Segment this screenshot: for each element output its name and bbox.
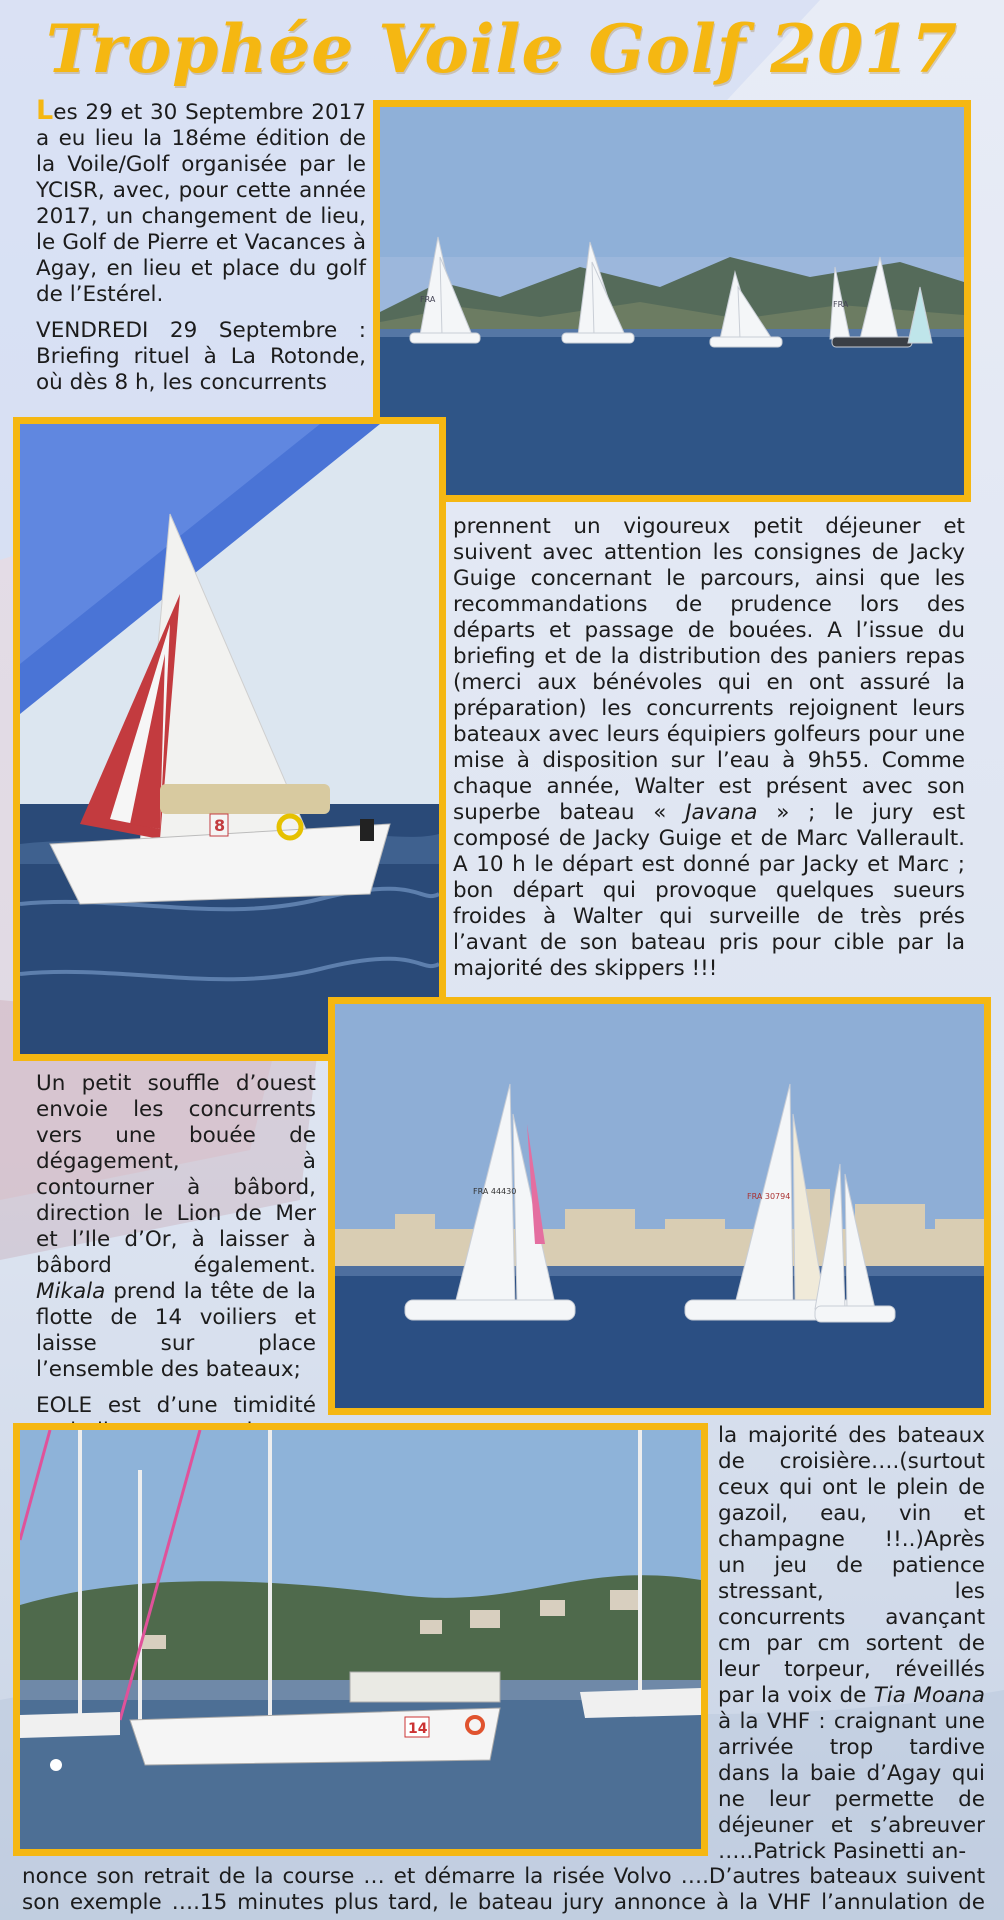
intro-text (36, 95, 366, 396)
block3-paragraph-2: EOLE est d’une timidité (36, 1393, 316, 1418)
intro-paragraph-1: Les 29 et 30 Septembre 2017 a eu lieu la 18éme édition de la Voile/Golf organisée par le YCISR, avec, pour cette année 2017, un changement de lieu, le Golf de Pierre et Vacances à Agay, en lieu et place du golf de l’Estérel. (36, 95, 366, 307)
boat-number-14: 14 (408, 1721, 428, 1737)
photo-regatta-fleet (373, 100, 971, 502)
block3-paragraph-1: Un petit souffle d’ouest envoie les concurrents vers une bouée de dégagement, à contourner à bâbord, direction le Lion de Mer et l’Ile d’Or, à laisser à bâbord également. Mikala prend la tête de la flotte de 14 voiliers et laisse sur place l’ensemble des bateaux; (36, 1071, 316, 1382)
block4-text (718, 1423, 985, 1865)
block3-text (36, 1071, 316, 1445)
sail-number-1: FRA (420, 295, 436, 304)
boat-name-mikala: Mikala (36, 1279, 106, 1304)
boat-name-tia-moana: Tia Moana (873, 1683, 985, 1708)
bottom-line-1: nonce son retrait de la course … et démarre la risée Volvo ….D’autres bateaux suivent (22, 1864, 985, 1889)
boat-name-javana: Javana (685, 800, 758, 825)
photo-sailboat-spinnaker (13, 417, 446, 1061)
drop-cap: L (36, 95, 54, 126)
block4-paragraph: la majorité des bateaux de croisière….(surtout ceux qui ont le plein de gazoil, eau, vin et champagne !!..)Après un jeu de patience stressant, les concurrents avançant cm par cm sortent de leur torpeur, réveillés par la voix de Tia Moana à la VHF : craignant une arrivée trop tardive dans la baie d’Agay qui ne leur permette de déjeuner et s’abreuver …..Patrick Pasinetti an- (718, 1423, 985, 1864)
bottom-text (22, 1864, 985, 1916)
block2-paragraph: prennent un vigoureux petit déjeuner et suivent avec attention les consignes de Jacky Guige concernant le parcours, ainsi que les recommandations de prudence lors des départs et passage de bouées. A l’issue du briefing et de la distribution des paniers repas (merci aux bénévoles qui en ont assuré la préparation) les concurrents rejoignent leurs bateaux avec leurs équipiers golfeurs pour une mise à disposition sur l’eau à 9h55. Comme chaque année, Walter est présent avec son superbe bateau « Javana » ; le jury est composé de Jacky Guige et de Marc Vallerault. A 10 h le départ est donné par Jacky et Marc ; bon départ qui provoque quelques sueurs froides à Walter qui surveille de très prés l’avant de son bateau pris pour cible par la majorité des skippers !!! (453, 514, 965, 981)
photo-harbour-boats (13, 1423, 708, 1856)
block2-text (453, 514, 965, 982)
boat-number-8: 8 (214, 816, 226, 835)
intro-paragraph-2: VENDREDI 29 Septembre : Briefing rituel à La Rotonde, où dès 8 h, les concurrents (36, 318, 366, 395)
page-title: Trophée Voile Golf 2017 (45, 10, 958, 88)
sail-number-3: FRA 44430 (473, 1187, 517, 1196)
photo-sailboats-coast (328, 997, 991, 1415)
sail-number-2: FRA (833, 300, 849, 309)
bottom-line-2: son exemple ….15 minutes plus tard, le bateau jury annonce à la VHF l’annulation de (22, 1890, 985, 1915)
sail-number-4: FRA 30794 (747, 1192, 791, 1201)
